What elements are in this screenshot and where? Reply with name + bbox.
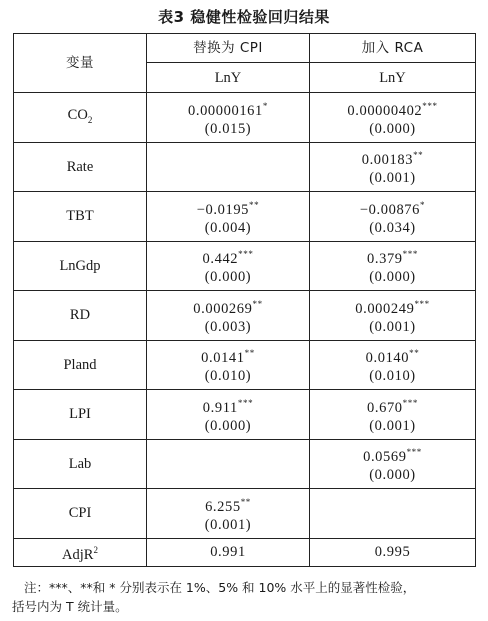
significance-stars: *** bbox=[402, 249, 418, 260]
variable-label: RD bbox=[69, 307, 91, 324]
significance-stars: ** bbox=[413, 150, 424, 161]
variable-name bbox=[14, 241, 147, 291]
col1-cell bbox=[147, 340, 310, 390]
regression-table bbox=[13, 33, 476, 567]
p-value: (0.000) bbox=[369, 467, 416, 484]
significance-stars: *** bbox=[422, 100, 438, 111]
significance-stars: *** bbox=[238, 249, 254, 260]
significance-stars: ** bbox=[409, 348, 420, 359]
coefficient-value: −0.00876 bbox=[359, 201, 420, 218]
variable-label: Pland bbox=[63, 356, 97, 373]
p-value: (0.004) bbox=[204, 219, 252, 236]
variable-name bbox=[14, 93, 147, 143]
significance-stars: * bbox=[420, 199, 426, 210]
variable-label: Rate bbox=[66, 158, 94, 175]
p-value: (0.015) bbox=[204, 120, 252, 137]
col1-cell bbox=[147, 489, 310, 539]
variable-name bbox=[14, 538, 147, 566]
col1-cell bbox=[147, 439, 310, 489]
variable-label: LPI bbox=[69, 406, 91, 423]
table-row bbox=[14, 390, 476, 440]
p-value: (0.001) bbox=[204, 516, 252, 533]
coefficient-value: 0.00183 bbox=[361, 152, 414, 169]
col2-cell bbox=[310, 489, 476, 539]
variable-superscript: 2 bbox=[93, 544, 98, 555]
col2-cell bbox=[310, 93, 476, 143]
variable-label: TBT bbox=[66, 208, 94, 225]
variable-label: LnGdp bbox=[59, 257, 101, 274]
table-row bbox=[14, 291, 476, 341]
note-line-2: 括号内为 T 统计量。 bbox=[12, 599, 128, 614]
header-row bbox=[14, 34, 476, 63]
coefficient bbox=[147, 97, 309, 120]
coefficient-value: 0.442 bbox=[202, 251, 239, 268]
coefficient-value: 6.255 bbox=[205, 498, 241, 515]
coefficient-value: 0.911 bbox=[202, 399, 238, 416]
p-value: (0.010) bbox=[204, 368, 252, 385]
p-value: (0.000) bbox=[369, 120, 416, 137]
variable-name bbox=[14, 340, 147, 390]
col2-cell bbox=[310, 538, 476, 566]
coefficient-value: 0.00000161 bbox=[188, 102, 263, 119]
col1-header: 替换为 CPI bbox=[147, 34, 310, 63]
variable-name bbox=[14, 439, 147, 489]
variable-header: 变量 bbox=[14, 34, 147, 93]
variable-name bbox=[14, 291, 147, 341]
p-value: (0.000) bbox=[369, 269, 416, 286]
p-value: (0.001) bbox=[369, 417, 416, 434]
significance-stars: ** bbox=[244, 348, 255, 359]
p-value: (0.034) bbox=[369, 219, 416, 236]
table-row bbox=[14, 489, 476, 539]
table-row bbox=[14, 340, 476, 390]
adj-r2-value: 0.995 bbox=[374, 544, 411, 560]
coefficient bbox=[147, 196, 309, 219]
table-row bbox=[14, 142, 476, 192]
col1-cell bbox=[147, 241, 310, 291]
adj-r2-value: 0.991 bbox=[210, 544, 246, 560]
coefficient-value: 0.0141 bbox=[201, 350, 245, 367]
significance-stars: * bbox=[262, 100, 268, 111]
variable-name bbox=[14, 192, 147, 242]
coefficient bbox=[147, 245, 309, 268]
coefficient-value: 0.00000402 bbox=[347, 102, 423, 119]
col1-cell bbox=[147, 538, 310, 566]
coefficient bbox=[310, 443, 475, 466]
coefficient bbox=[310, 196, 475, 219]
col2-cell bbox=[310, 340, 476, 390]
coefficient bbox=[147, 295, 309, 318]
coefficient bbox=[310, 344, 475, 367]
adj-r2-row bbox=[14, 538, 476, 566]
col2-header: 加入 RCA bbox=[310, 34, 476, 63]
coefficient-value: 0.379 bbox=[367, 251, 403, 268]
p-value: (0.001) bbox=[369, 170, 416, 187]
col2-cell bbox=[310, 192, 476, 242]
coefficient-value: 0.670 bbox=[367, 399, 403, 416]
col1-cell bbox=[147, 291, 310, 341]
col2-dep-var: LnY bbox=[310, 63, 476, 93]
table-title: 表3 稳健性检验回归结果 bbox=[158, 8, 330, 26]
significance-stars: ** bbox=[240, 496, 251, 507]
note-line-1: 注：***、**和 * 分别表示在 1%、5% 和 10% 水平上的显著性检验， bbox=[24, 580, 416, 595]
coefficient-value: 0.000249 bbox=[355, 300, 415, 317]
variable-label: CPI bbox=[68, 505, 92, 522]
col2-cell bbox=[310, 142, 476, 192]
coefficient bbox=[310, 295, 475, 318]
variable-name bbox=[14, 390, 147, 440]
variable-name bbox=[14, 489, 147, 539]
variable-label: CO bbox=[67, 106, 88, 123]
col1-cell bbox=[147, 93, 310, 143]
col1-cell bbox=[147, 192, 310, 242]
coefficient bbox=[147, 493, 309, 516]
coefficient bbox=[310, 97, 475, 120]
variable-label: Lab bbox=[68, 455, 92, 472]
p-value: (0.003) bbox=[204, 318, 252, 335]
col1-dep-var: LnY bbox=[147, 63, 310, 93]
significance-stars: *** bbox=[402, 397, 418, 408]
table-row bbox=[14, 192, 476, 242]
significance-stars: *** bbox=[414, 298, 430, 309]
p-value: (0.000) bbox=[204, 269, 252, 286]
col1-cell bbox=[147, 390, 310, 440]
variable-name bbox=[14, 142, 147, 192]
variable-subscript: 2 bbox=[87, 114, 93, 125]
coefficient-value: 0.0140 bbox=[365, 350, 410, 367]
col2-cell bbox=[310, 291, 476, 341]
coefficient bbox=[147, 394, 309, 417]
coefficient bbox=[310, 245, 475, 268]
significance-stars: *** bbox=[406, 447, 422, 458]
p-value: (0.000) bbox=[204, 417, 252, 434]
coefficient-value: 0.0569 bbox=[363, 449, 407, 466]
table-row bbox=[14, 439, 476, 489]
coefficient bbox=[310, 146, 475, 169]
coefficient-value: 0.000269 bbox=[193, 300, 253, 317]
table-note bbox=[12, 578, 476, 616]
coefficient bbox=[310, 394, 475, 417]
p-value: (0.010) bbox=[369, 368, 416, 385]
col1-cell bbox=[147, 142, 310, 192]
table-row bbox=[14, 93, 476, 143]
significance-stars: ** bbox=[249, 199, 260, 210]
col2-cell bbox=[310, 390, 476, 440]
p-value: (0.001) bbox=[369, 318, 416, 335]
variable-label: AdjR bbox=[62, 546, 94, 563]
coefficient bbox=[147, 344, 309, 367]
table-row bbox=[14, 241, 476, 291]
col2-cell bbox=[310, 439, 476, 489]
significance-stars: ** bbox=[252, 298, 263, 309]
coefficient-value: −0.0195 bbox=[196, 201, 250, 218]
col2-cell bbox=[310, 241, 476, 291]
significance-stars: *** bbox=[237, 397, 254, 408]
